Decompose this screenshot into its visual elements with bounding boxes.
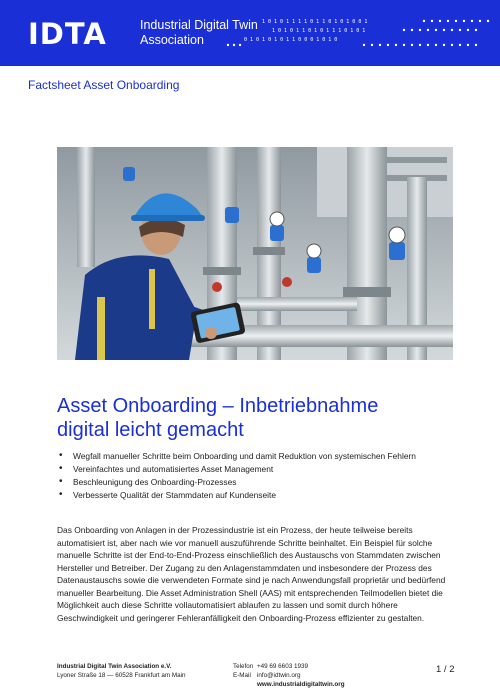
benefit-list bbox=[57, 450, 467, 502]
svg-text:1 0 1 0 1 1 1 1 0 1 1 0 1 0 1: 1 0 1 0 1 1 1 1 0 1 1 0 1 0 1 0 0 1 bbox=[262, 19, 368, 25]
association-name: Industrial Digital Twin Association bbox=[140, 18, 258, 47]
email-link[interactable]: info@idtwin.org bbox=[257, 672, 301, 679]
worker-with-tablet-at-industrial-piping-photo bbox=[57, 147, 453, 360]
header-banner bbox=[0, 0, 500, 66]
svg-text:1 0 1 0 1 1 0 1 0 1 1 1 0 1 0: 1 0 1 0 1 1 0 1 0 1 1 1 0 1 0 1 bbox=[272, 28, 366, 34]
document-label: Factsheet Asset Onboarding bbox=[28, 78, 180, 92]
footer-address bbox=[57, 662, 186, 680]
website-link[interactable]: www.industrialdigitaltwin.org bbox=[257, 681, 345, 688]
phone-label: Telefon bbox=[233, 663, 254, 670]
binary-dots-decoration bbox=[224, 16, 494, 48]
list-item: • Wegfall manueller Schritte beim Onboarding und damit Reduktion von systemischen Fehlern bbox=[57, 450, 467, 463]
email-label: E-Mail bbox=[233, 672, 251, 679]
list-item: • Beschleunigung des Onboarding-Prozesses bbox=[57, 476, 467, 489]
footer-contact bbox=[233, 662, 345, 689]
phone-number: +49 69 6603 1939 bbox=[257, 663, 308, 670]
footer-org-name: Industrial Digital Twin Association e.V. bbox=[57, 663, 172, 670]
footer-street: Lyoner Straße 18 — 60528 Frankfurt am Main bbox=[57, 672, 186, 679]
page-heading: Asset Onboarding – Inbetriebnahme digital leicht gemacht bbox=[57, 395, 379, 441]
list-item: • Vereinfachtes und automatisiertes Asset Management bbox=[57, 463, 467, 476]
body-paragraph: Das Onboarding von Anlagen in der Prozessindustrie ist ein Prozess, der heute teilweise bereits automatisiert ist, aber nach wie vor manuell auszuführende Schritte beinhaltet. Ein Beispiel für solche manuelle Schritte ist der End-to-End-Prozess einschließlich des Austauschs von Stammdaten zwischen Hersteller und Betreiber. Der Zugang zu den Anlagenstammdaten und insbesondere der Prozess des Datenaustauschs sowie die verwendeten Formate sind je nach Anwendungsfall proprietär und bedürfend manueller Bearbeitung. Die Asset Administration Shell (AAS) mit entsprechenden Teilmodellen bietet die Möglichkeit auch diese Schritte vollautomatisiert ablaufen zu lassen und somit durch höhere Geschwindigkeit und geringerer Fehleranfälligkeit den Onboarding-Prozess effizienter zu gestalten. bbox=[57, 525, 446, 623]
page-number: 1 / 2 bbox=[436, 664, 455, 675]
svg-text:0 1 0 1 0 1 0 1 1 0 0 0 1 0 1: 0 1 0 1 0 1 0 1 1 0 0 0 1 0 1 0 bbox=[244, 37, 338, 43]
idta-logo: IDTA bbox=[28, 17, 107, 51]
list-item: • Verbesserte Qualität der Stammdaten auf Kundenseite bbox=[57, 489, 467, 502]
